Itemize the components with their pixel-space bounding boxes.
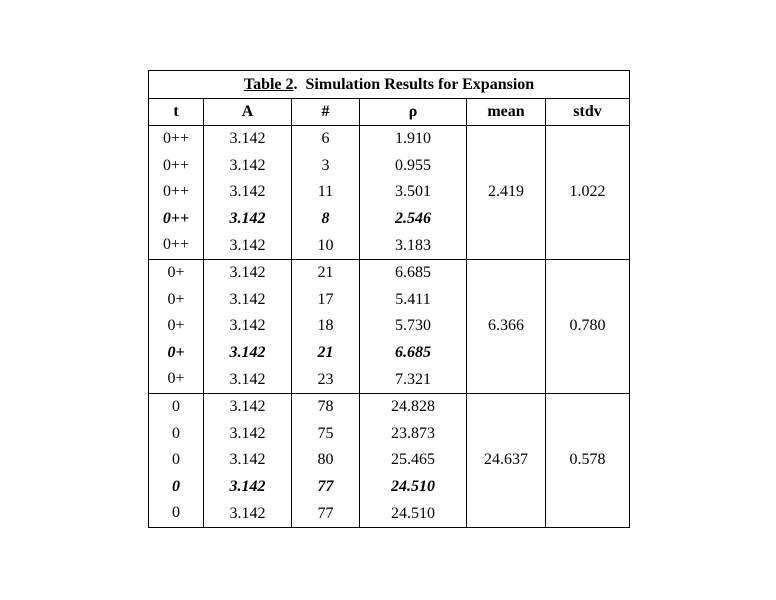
cell-a: 3.142 — [204, 153, 292, 180]
cell-count: 21 — [292, 340, 360, 367]
cell-count: 11 — [292, 179, 360, 206]
cell-rho: 3.183 — [360, 232, 467, 259]
table-body — [149, 126, 630, 528]
table-title: Simulation Results for Expansion — [305, 76, 535, 93]
cell-count: 78 — [292, 393, 360, 420]
cell-t: 0++ — [149, 232, 204, 259]
cell-stdv: 0.578 — [546, 393, 630, 527]
cell-mean: 2.419 — [467, 126, 546, 260]
table-label-separator: . — [293, 76, 298, 93]
cell-t: 0++ — [149, 153, 204, 180]
cell-count: 75 — [292, 421, 360, 448]
cell-count: 23 — [292, 366, 360, 393]
header-t: t — [149, 99, 204, 126]
cell-t: 0+ — [149, 366, 204, 393]
table-label: Table 2 — [243, 76, 294, 93]
cell-count: 17 — [292, 287, 360, 314]
cell-t: 0 — [149, 393, 204, 420]
cell-count: 3 — [292, 153, 360, 180]
cell-a: 3.142 — [204, 126, 292, 153]
header-stdv: stdv — [546, 99, 630, 126]
cell-rho: 3.501 — [360, 179, 467, 206]
cell-a: 3.142 — [204, 232, 292, 259]
cell-mean: 24.637 — [467, 393, 546, 527]
header-rho: ρ — [360, 99, 467, 126]
cell-count: 80 — [292, 447, 360, 474]
cell-rho: 2.546 — [360, 206, 467, 233]
cell-a: 3.142 — [204, 287, 292, 314]
simulation-results-table — [148, 70, 630, 528]
cell-t: 0++ — [149, 206, 204, 233]
cell-t: 0 — [149, 500, 204, 527]
cell-a: 3.142 — [204, 313, 292, 340]
cell-stdv: 1.022 — [546, 126, 630, 260]
cell-mean: 6.366 — [467, 259, 546, 393]
cell-a: 3.142 — [204, 179, 292, 206]
cell-rho: 24.828 — [360, 393, 467, 420]
header-mean: mean — [467, 99, 546, 126]
cell-rho: 6.685 — [360, 340, 467, 367]
cell-t: 0+ — [149, 340, 204, 367]
cell-rho: 5.730 — [360, 313, 467, 340]
cell-t: 0++ — [149, 179, 204, 206]
cell-rho: 23.873 — [360, 421, 467, 448]
cell-count: 8 — [292, 206, 360, 233]
cell-t: 0 — [149, 421, 204, 448]
cell-a: 3.142 — [204, 447, 292, 474]
cell-t: 0+ — [149, 287, 204, 314]
header-count: # — [292, 99, 360, 126]
table-caption — [149, 71, 630, 99]
table-row — [149, 393, 630, 420]
cell-count: 10 — [292, 232, 360, 259]
cell-count: 6 — [292, 126, 360, 153]
table-row — [149, 259, 630, 286]
cell-count: 18 — [292, 313, 360, 340]
cell-rho: 1.910 — [360, 126, 467, 153]
cell-a: 3.142 — [204, 474, 292, 501]
header-a: A — [204, 99, 292, 126]
cell-rho: 25.465 — [360, 447, 467, 474]
cell-rho: 5.411 — [360, 287, 467, 314]
cell-rho: 24.510 — [360, 500, 467, 527]
cell-count: 77 — [292, 474, 360, 501]
cell-count: 21 — [292, 259, 360, 286]
cell-t: 0 — [149, 474, 204, 501]
cell-a: 3.142 — [204, 340, 292, 367]
header-row — [149, 99, 630, 126]
cell-t: 0+ — [149, 313, 204, 340]
cell-a: 3.142 — [204, 393, 292, 420]
cell-a: 3.142 — [204, 421, 292, 448]
cell-stdv: 0.780 — [546, 259, 630, 393]
cell-rho: 6.685 — [360, 259, 467, 286]
cell-rho: 24.510 — [360, 474, 467, 501]
cell-a: 3.142 — [204, 206, 292, 233]
cell-t: 0 — [149, 447, 204, 474]
cell-t: 0+ — [149, 259, 204, 286]
cell-a: 3.142 — [204, 500, 292, 527]
cell-rho: 7.321 — [360, 366, 467, 393]
cell-count: 77 — [292, 500, 360, 527]
cell-a: 3.142 — [204, 259, 292, 286]
table-row — [149, 126, 630, 153]
cell-t: 0++ — [149, 126, 204, 153]
cell-a: 3.142 — [204, 366, 292, 393]
cell-rho: 0.955 — [360, 153, 467, 180]
